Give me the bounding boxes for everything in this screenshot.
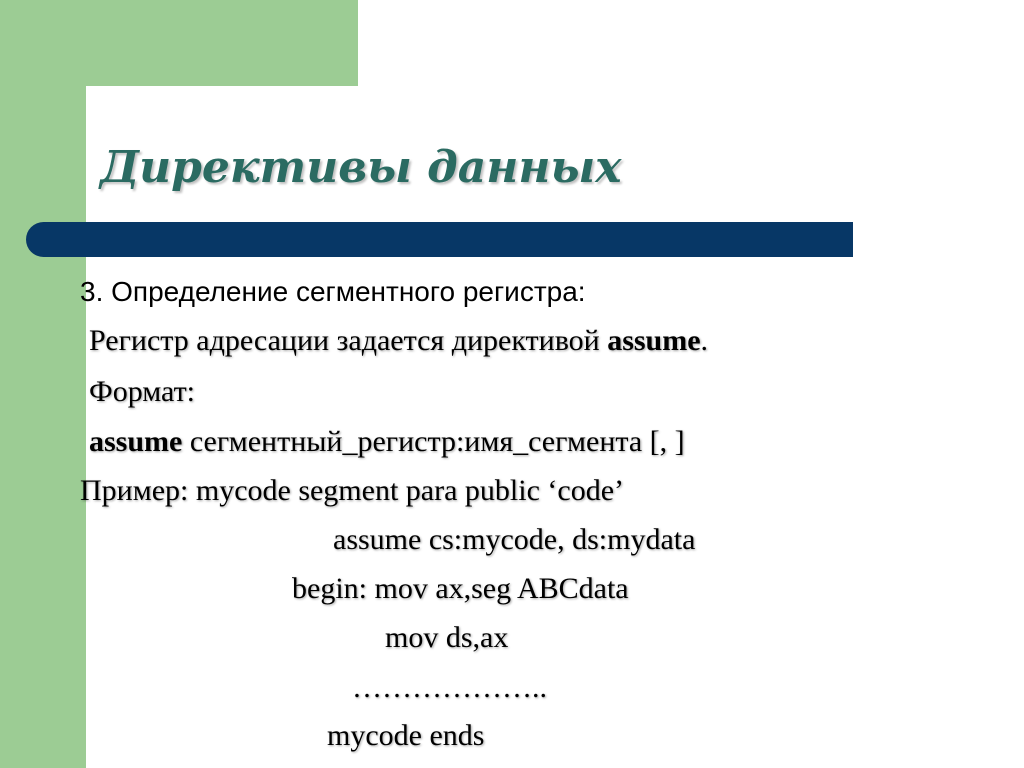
format-label: Формат: (89, 375, 196, 408)
slide-title: Директивы данных (100, 142, 622, 193)
section-heading: 3. Определение сегментного регистра: (80, 276, 586, 307)
format-syntax-text: сегментный_регистр:имя_сегмента [, ] (182, 425, 685, 458)
code-line: assume cs:mycode, ds:mydata (333, 523, 696, 556)
code-line: begin: mov ax,seg ABCdata (292, 572, 629, 605)
assume-keyword: assume (89, 425, 183, 458)
assume-keyword: assume (607, 324, 701, 357)
body-line-addressing-tail: . (700, 324, 709, 357)
body-line-addressing-text: Регистр адресации задается директивой (89, 324, 608, 357)
code-line: mycode ends (327, 719, 485, 752)
format-syntax-line (89, 425, 685, 459)
code-line: ……………….. (352, 671, 547, 704)
code-line: mov ds,ax (385, 621, 509, 654)
green-background-left (0, 0, 86, 768)
body-line-addressing (89, 324, 708, 358)
green-background-top (0, 0, 358, 86)
title-divider-bar (26, 222, 853, 257)
example-line: Пример: mycode segment para public ‘code’ (80, 474, 625, 507)
